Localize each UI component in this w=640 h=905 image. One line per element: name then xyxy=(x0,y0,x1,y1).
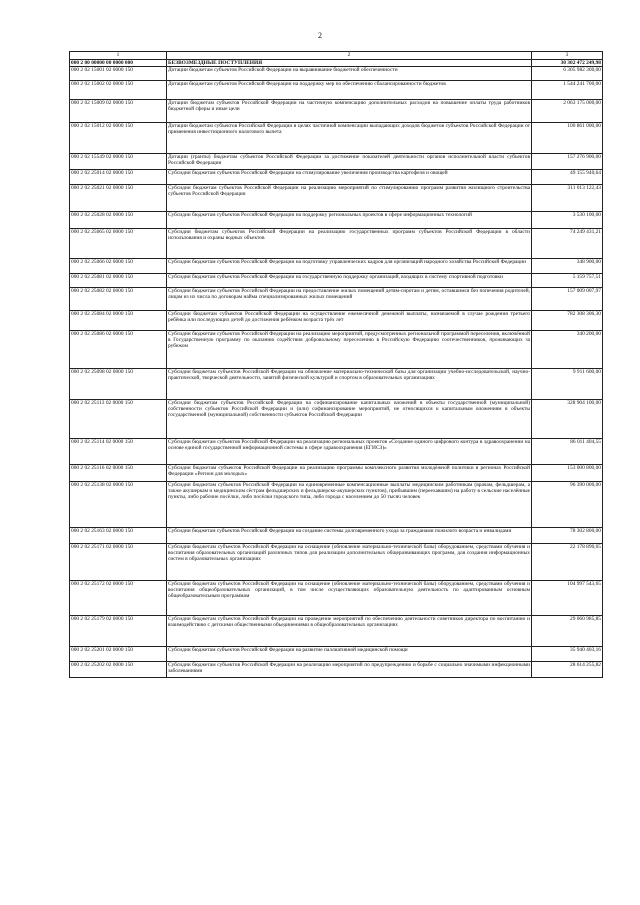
column-header-3: 3 xyxy=(532,52,603,60)
table-row xyxy=(70,369,603,400)
row-amount: 104 997 543,65 xyxy=(532,581,603,616)
row-amount: 9 911 600,00 xyxy=(532,369,603,400)
row-name: Дотации бюджетам субъектов Российской Федерации на частичную компенсацию дополнительных расходов на повышение оплаты труда работников бюджетной сферы и иные цели xyxy=(167,100,532,123)
table-row xyxy=(70,662,603,678)
row-name: Субсидии бюджетам субъектов Российской Федерации на оснащение (обновление материально-технической базы) оборудованием, средствами обучения и воспитания образовательных организаций различных типов для реализации дополнительных общеразвивающих программ, для создания информационных систем в образовательных организациях xyxy=(167,544,532,581)
row-code: 000 2 02 25171 02 0000 150 xyxy=(70,544,167,581)
row-code: 000 2 02 25081 02 0000 150 xyxy=(70,274,167,288)
row-amount: 3 530 100,00 xyxy=(532,212,603,229)
row-name: Субсидии бюджетам субъектов Российской Федерации на реализацию мероприятий, предусмотренных региональной программой переселения, включённой в Государственную программу по оказанию содействия добровольному переселению в Российскую Федерацию соотечественников, проживающих за рубежом xyxy=(167,331,532,369)
table-header xyxy=(70,52,603,60)
row-code: 000 2 02 25066 02 0000 150 xyxy=(70,259,167,274)
row-amount: 28 614 255,82 xyxy=(532,662,603,678)
row-code: 000 2 02 15001 02 0000 150 xyxy=(70,67,167,81)
row-code: 000 2 02 25163 02 0000 150 xyxy=(70,528,167,544)
row-name: Субсидии бюджетам субъектов Российской Федерации на реализацию региональных проектов «Создание единого цифрового контура в здравоохранении на основе единой государственной информационной системы в сфере здравоохранения (ЕГИСЗ)» xyxy=(167,439,532,465)
row-code: 000 2 02 25014 02 0000 150 xyxy=(70,170,167,185)
row-amount: 96 390 000,00 xyxy=(532,482,603,528)
table-row xyxy=(70,123,603,154)
table-row xyxy=(70,259,603,274)
row-amount: 328 904 100,00 xyxy=(532,400,603,439)
row-name: Субсидии бюджетам субъектов Российской Федерации на создание системы долговременного ухода за гражданами пожилого возраста и инвалидами xyxy=(167,528,532,544)
row-amount: 5 159 757,51 xyxy=(532,274,603,288)
row-amount: 157 009 007,97 xyxy=(532,288,603,311)
row-name: Субсидии бюджетам субъектов Российской Федерации на реализацию мероприятий по предупреждению и борьбе с социально значимыми инфекционными заболеваниями xyxy=(167,662,532,678)
revenue-table xyxy=(69,51,603,678)
row-code: 000 2 02 25086 02 0000 150 xyxy=(70,331,167,369)
row-amount: 340 200,00 xyxy=(532,331,603,369)
row-code: 000 2 02 25082 02 0000 150 xyxy=(70,288,167,311)
row-amount: 22 178 890,05 xyxy=(532,544,603,581)
row-name: Субсидии бюджетам субъектов Российской Федерации на обновление материально-технической базы для организации учебно-исследовательской, научно-практической, творческой деятельности, занятий физической культурой и спортом в образовательных организациях xyxy=(167,369,532,400)
row-name: Субсидии бюджетам субъектов Российской Федерации на стимулирование увеличения производства картофеля и овощей xyxy=(167,170,532,185)
row-code: 000 2 02 25201 02 0000 150 xyxy=(70,647,167,662)
table-row xyxy=(70,616,603,647)
column-header-1: 1 xyxy=(70,52,167,60)
row-amount: 49 155 940,64 xyxy=(532,170,603,185)
row-code: 000 2 02 25098 02 0000 150 xyxy=(70,369,167,400)
row-amount: 30 302 472 249,98 xyxy=(532,60,603,67)
table-row xyxy=(70,100,603,123)
row-amount: 6 305 982 300,00 xyxy=(532,67,603,81)
row-amount: 311 013 122,43 xyxy=(532,185,603,212)
row-amount: 35 940 403,16 xyxy=(532,647,603,662)
row-code: 000 2 02 25179 02 0000 150 xyxy=(70,616,167,647)
row-code: 000 2 02 25172 02 0000 150 xyxy=(70,581,167,616)
row-code: 000 2 02 25113 02 0000 150 xyxy=(70,400,167,439)
row-code: 000 2 02 25116 02 0000 150 xyxy=(70,465,167,482)
row-amount: 1 544 241 700,00 xyxy=(532,81,603,100)
row-code: 000 2 02 25138 02 0000 150 xyxy=(70,482,167,528)
row-amount: 153 000 800,00 xyxy=(532,465,603,482)
row-name: Субсидии бюджетам субъектов Российской Федерации на государственную поддержку организаций, входящих в систему спортивной подготовки xyxy=(167,274,532,288)
row-name: Дотации бюджетам субъектов Российской Федерации на поддержку мер по обеспечению сбалансированности бюджетов xyxy=(167,81,532,100)
table-row xyxy=(70,60,603,67)
row-name: Субсидии бюджетам субъектов Российской Федерации на проведение мероприятий по обеспечению деятельности советников директора по воспитанию и взаимодействию с детскими общественными объединениями в общеобразовательных организациях xyxy=(167,616,532,647)
row-name: Субсидии бюджетам субъектов Российской Федерации на осуществление ежемесячной денежной выплаты, назначаемой в случае рождения третьего ребёнка или последующих детей до достижения ребёнком возраста трёх лет xyxy=(167,311,532,331)
row-name: Субсидии бюджетам субъектов Российской Федерации на реализацию мероприятий по стимулированию программ развития жилищного строительства субъектов Российской Федерации xyxy=(167,185,532,212)
row-name: БЕЗВОЗМЕЗДНЫЕ ПОСТУПЛЕНИЯ xyxy=(167,60,532,67)
row-code: 000 2 02 15549 02 0000 150 xyxy=(70,154,167,170)
table-row xyxy=(70,274,603,288)
row-name: Субсидии бюджетам субъектов Российской Федерации на развитие паллиативной медицинской помощи xyxy=(167,647,532,662)
row-name: Субсидии бюджетам субъектов Российской Федерации на предоставление жилых помещений детям-сиротам и детям, оставшимся без попечения родителей, лицам из их числа по договорам найма специализированных жилых помещений xyxy=(167,288,532,311)
table-row xyxy=(70,229,603,259)
row-amount: 782 308 306,30 xyxy=(532,311,603,331)
table-row xyxy=(70,482,603,528)
column-header-2: 2 xyxy=(167,52,532,60)
row-amount: 2 063 175 000,00 xyxy=(532,100,603,123)
table-row xyxy=(70,439,603,465)
row-amount: 78 302 800,00 xyxy=(532,528,603,544)
row-code: 000 2 02 25065 02 0000 150 xyxy=(70,229,167,259)
table-row xyxy=(70,544,603,581)
table-row xyxy=(70,465,603,482)
table-row xyxy=(70,400,603,439)
row-code: 000 2 02 25028 02 0000 150 xyxy=(70,212,167,229)
table-row xyxy=(70,170,603,185)
table-row xyxy=(70,185,603,212)
table-row xyxy=(70,212,603,229)
row-name: Субсидии бюджетам субъектов Российской Федерации на софинансирование капитальных вложений в объекты государственной (муниципальной) собственности субъектов Российской Федерации и (или) софинансирование мероприятий, не относящихся к капитальным вложениям в объекты государственной (муниципальной) собственности субъектов Российской Федерации xyxy=(167,400,532,439)
row-name: Дотации бюджетам субъектов Российской Федерации на выравнивание бюджетной обеспеченности xyxy=(167,67,532,81)
row-name: Дотации бюджетам субъектов Российской Федерации в целях частичной компенсации выпадающих доходов бюджетов субъектов Российской Федерации от применения инвестиционного налогового вычета xyxy=(167,123,532,154)
table-row xyxy=(70,647,603,662)
table-row xyxy=(70,154,603,170)
row-name: Дотации (гранты) бюджетам субъектов Российской Федерации за достижение показателей деятельности органов исполнительной власти субъектов Российской Федерации xyxy=(167,154,532,170)
row-name: Субсидии бюджетам субъектов Российской Федерации на реализацию программы комплексного развития молодёжной политики в регионах Российской Федерации «Регион для молодых» xyxy=(167,465,532,482)
row-name: Субсидии бюджетам субъектов Российской Федерации на подготовку управленческих кадров для организаций народного хозяйства Российской Федерации xyxy=(167,259,532,274)
row-code: 000 2 02 15009 02 0000 150 xyxy=(70,100,167,123)
row-amount: 348 900,00 xyxy=(532,259,603,274)
row-code: 000 2 02 25021 02 0000 150 xyxy=(70,185,167,212)
table-row xyxy=(70,311,603,331)
table-row xyxy=(70,331,603,369)
row-code: 000 2 02 25084 02 0000 150 xyxy=(70,311,167,331)
row-code: 000 2 00 00000 00 0000 000 xyxy=(70,60,167,67)
table-row xyxy=(70,528,603,544)
row-amount: 74 249 431,21 xyxy=(532,229,603,259)
row-name: Субсидии бюджетам субъектов Российской Федерации на поддержку региональных проектов в сфере информационных технологий xyxy=(167,212,532,229)
table-row xyxy=(70,81,603,100)
page-number: 2 xyxy=(318,31,322,40)
table-row xyxy=(70,581,603,616)
row-amount: 86 011 404,55 xyxy=(532,439,603,465)
row-code: 000 2 02 25202 02 0000 150 xyxy=(70,662,167,678)
row-amount: 157 276 900,00 xyxy=(532,154,603,170)
row-amount: 29 060 985,85 xyxy=(532,616,603,647)
table-row xyxy=(70,67,603,81)
table-body xyxy=(70,60,603,678)
row-code: 000 2 02 15002 02 0000 150 xyxy=(70,81,167,100)
row-code: 000 2 02 15012 02 0000 150 xyxy=(70,123,167,154)
row-name: Субсидии бюджетам субъектов Российской Федерации на реализацию государственных программ субъектов Российской Федерации в области использования и охраны водных объектов xyxy=(167,229,532,259)
row-name: Субсидии бюджетам субъектов Российской Федерации на оснащение (обновление материально-технической базы) оборудованием, средствами обучения и воспитания общеобразовательных организаций, в том числе осуществляющих образовательную деятельность по адаптированным основным общеобразовательным программам xyxy=(167,581,532,616)
row-amount: 100 861 000,00 xyxy=(532,123,603,154)
row-code: 000 2 02 25114 02 0000 150 xyxy=(70,439,167,465)
row-name: Субсидии бюджетам субъектов Российской Федерации на единовременные компенсационные выплаты медицинским работникам (врачам, фельдшерам, а также акушеркам и медицинским сёстрам фельдшерских и фельдшерско-акушерских пунктов), прибывшим (переехавшим) на работу в сельские населённые пункты, либо рабочие посёлки, либо посёлки городского типа, либо города с населением до 50 тысяч человек xyxy=(167,482,532,528)
table-row xyxy=(70,288,603,311)
